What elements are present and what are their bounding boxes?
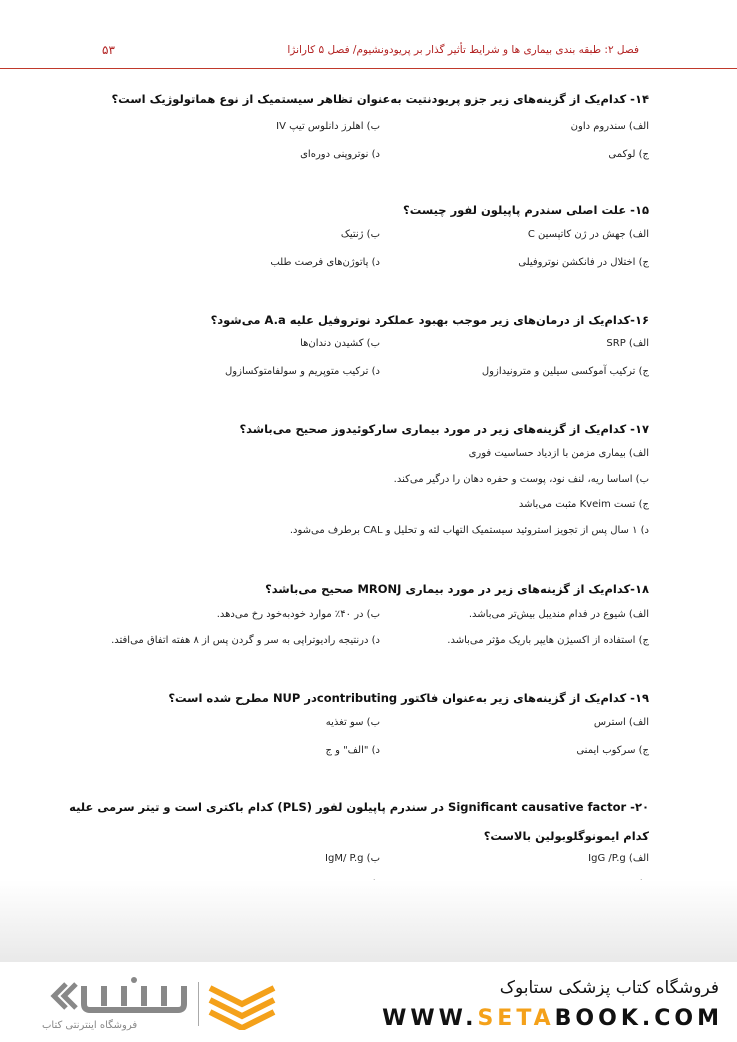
question-19-option-d: د) "الف" و ج [325,745,380,756]
store-banner [0,962,737,1042]
question-18-option-c: ج) استفاده از اکسیژن هایپر باریک مؤثر می‌باشد. [447,635,649,646]
question-18-option-b: ب) در ۴۰٪ موارد خودبه‌خود رخ می‌دهد. [216,609,380,620]
question-14-option-a: الف) سندروم داون [570,121,649,132]
question-19-title: ۱۹- کدام‌یک از گزینه‌های زیر به‌عنوان فاکتور contributingدر NUP مطرح شده است؟ [168,691,649,705]
book-stack-icon [206,982,278,1034]
question-19-option-a: الف) استرس [593,717,649,728]
question-14-option-c: ج) لوکمی [608,149,649,160]
question-17-option-d: د) ۱ سال پس از تجویز استروئید سیستمیک التهاب لثه و تحلیل و CAL برطرف می‌شود. [289,525,649,536]
question-14-option-d: د) نوتروپنی دوره‌ای [300,149,380,160]
question-17-option-b: ب) اساسا ریه، لنف نود، پوست و حفره دهان را درگیر می‌کند. [393,474,649,485]
question-17-title: ۱۷- کدام‌یک از گزینه‌های زیر در مورد بیماری سارکوئیدوز صحیح می‌باشد؟ [239,422,649,436]
store-website[interactable] [382,1006,723,1031]
question-20-title-line2: کدام ایمونوگلوبولین بالاست؟ [483,829,649,843]
page-fade [0,880,737,962]
question-17-option-c: ج) تست Kveim مثبت می‌باشد [518,499,649,510]
chapter-title: فصل ۲: طبقه بندی بیماری ها و شرایط تأثیر گذار بر پریودونشیوم/ فصل ۵ کارانژا [287,44,639,56]
logo-divider [198,982,199,1026]
store-name: فروشگاه کتاب پزشکی ستابوک [499,978,719,998]
question-18-option-d: د) درنتیجه رادیوتراپی به سر و گردن پس از ۸ هفته اتفاق می‌افتد. [111,635,380,646]
question-16-option-a: الف) SRP [606,338,649,349]
site-brand: BOOK [554,1006,642,1031]
question-20-option-a: الف) IgG /P.g [588,853,649,864]
site-prefix: WWW. [382,1006,478,1031]
logo-subtitle: فروشگاه اینترنتی کتاب [42,1020,138,1031]
question-20-option-b: ب) IgM/ P.g [325,853,380,864]
page-number: ۵۳ [102,43,115,57]
question-16-option-c: ج) ترکیب آموکسی سیلین و مترونیدازول [481,366,649,377]
question-15-option-d: د) پاتوژن‌های فرصت طلب [270,257,380,268]
question-16-option-d: د) ترکیب متوپریم و سولفامتوکسازول [225,366,380,377]
site-brand-accent: SETA [477,1006,555,1031]
question-15-title: ۱۵- علت اصلی سندرم پاپیلون لفور چیست؟ [403,203,649,217]
question-14-title: ۱۴- کدام‌یک از گزینه‌های زیر جزو پریودنتیت به‌عنوان تظاهر سیستمیک از نوع هماتولوژیک است؟ [111,92,649,106]
setabook-logo-icon [38,976,188,1022]
question-15-option-c: ج) اختلال در فانکشن نوتروفیلی [518,257,649,268]
question-19-option-c: ج) سرکوب ایمنی [576,745,649,756]
question-18-title: ۱۸-کدام‌یک از گزینه‌های زیر در مورد بیماری MRONJ صحیح می‌باشد؟ [265,582,649,596]
question-18-option-a: الف) شیوع در فدام مندیبل بیش‌تر می‌باشد. [468,609,649,620]
question-16-option-b: ب) کشیدن دندان‌ها [300,338,380,349]
question-15-option-a: الف) جهش در ژن کاتپسین C [527,229,649,240]
question-20-title-line1: ۲۰- Significant causative factor در سندرم پاپیلون لفور (PLS) کدام باکتری است و تیتر سرمی علیه [69,800,649,814]
question-15-option-b: ب) ژنتیک [340,229,380,240]
question-14-option-b: ب) اهلرز دانلوس تیپ IV [276,121,380,132]
question-17-option-a: الف) بیماری مزمن با ازدیاد حساسیت فوری [468,448,649,459]
site-suffix: .COM [641,1006,723,1031]
question-19-option-b: ب) سو تغذیه [325,717,380,728]
question-16-title: ۱۶-کدام‌یک از درمان‌های زیر موجب بهبود عملکرد نوتروفیل علیه A.a می‌شود؟ [210,313,649,327]
